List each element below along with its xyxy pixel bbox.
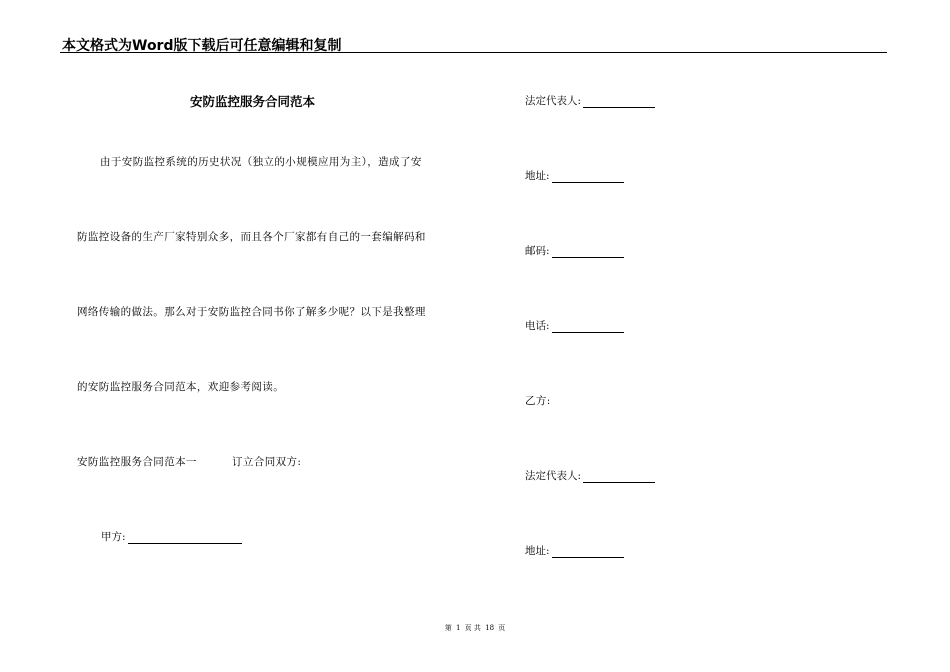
page-indicator (0, 623, 950, 633)
legal-representative-label-2: 法定代表人: (525, 470, 582, 482)
legal-representative-blank-2 (583, 472, 655, 483)
paragraph-line-3: 网络传输的做法。那么对于安防监控合同书你了解多少呢？以下是我整理 (77, 306, 426, 318)
address-blank-2 (552, 547, 624, 558)
page-total: 18 (485, 624, 495, 632)
section-heading-parties: 订立合同双方: (232, 456, 302, 468)
address-field-2 (525, 543, 624, 558)
phone-blank (552, 322, 624, 333)
party-a-label: 甲方: (101, 531, 126, 543)
section-heading-contract-1: 安防监控服务合同范本一 (77, 456, 197, 468)
paragraph-line-2: 防监控设备的生产厂家特别众多，而且各个厂家都有自己的一套编解码和 (77, 231, 426, 243)
page-number: 1 (455, 624, 461, 632)
phone-field (525, 318, 624, 333)
phone-label: 电话: (525, 320, 550, 332)
legal-representative-field-2 (525, 468, 655, 483)
page-indicator-suffix: 页 (498, 624, 506, 632)
paragraph-line-4: 的安防监控服务合同范本，欢迎参考阅读。 (77, 381, 285, 393)
legal-representative-label-1: 法定代表人: (525, 95, 582, 107)
paragraph-line-1: 由于安防监控系统的历史状况（独立的小规模应用为主），造成了安 (100, 156, 422, 168)
party-a-field (101, 529, 242, 544)
postcode-field (525, 243, 624, 258)
page-indicator-prefix: 第 (444, 624, 452, 632)
download-banner: 本文格式为Word版下载后可任意编辑和复制 (62, 38, 342, 54)
postcode-blank (552, 247, 624, 258)
banner-divider (60, 52, 887, 53)
document-title: 安防监控服务合同范本 (190, 94, 316, 109)
party-b-label: 乙方: (525, 395, 551, 407)
page-indicator-mid: 页 共 (464, 624, 481, 632)
address-label-1: 地址: (525, 170, 550, 182)
legal-representative-blank-1 (583, 97, 655, 108)
postcode-label: 邮码: (525, 245, 550, 257)
address-blank-1 (552, 172, 624, 183)
party-a-blank (128, 533, 242, 544)
address-label-2: 地址: (525, 545, 550, 557)
address-field-1 (525, 168, 624, 183)
legal-representative-field-1 (525, 93, 655, 108)
